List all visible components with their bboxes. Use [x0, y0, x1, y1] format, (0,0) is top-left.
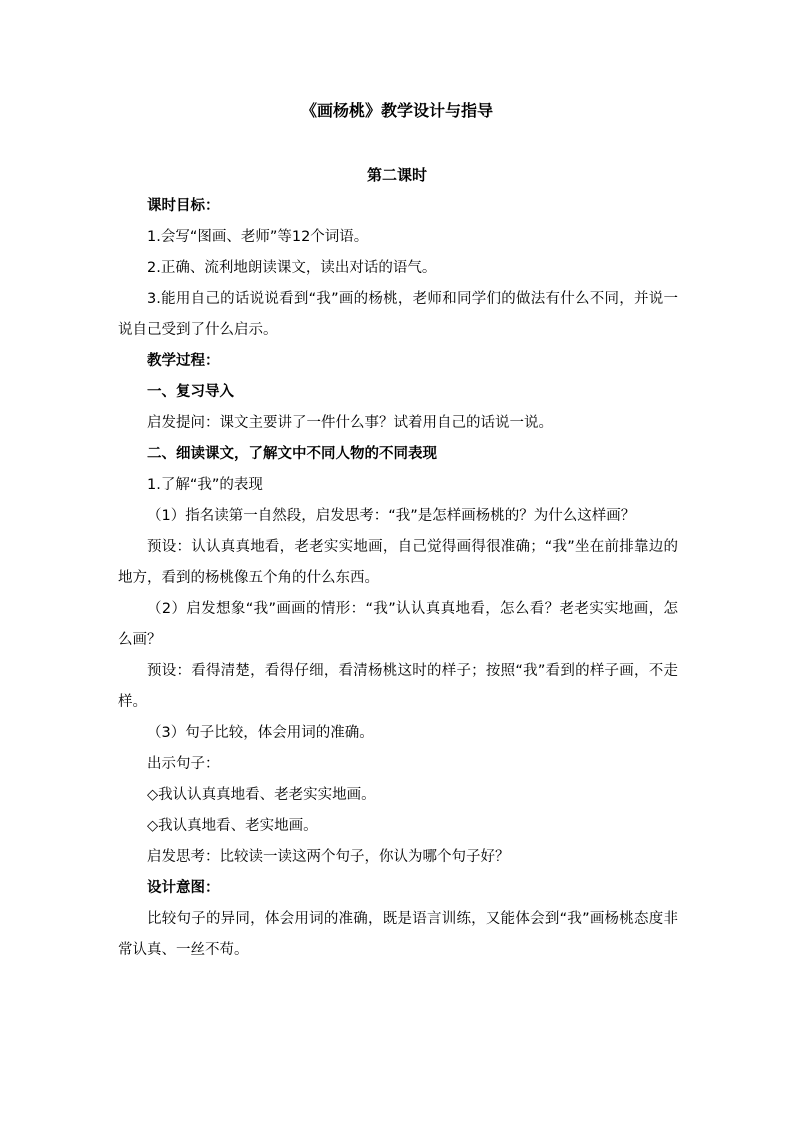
step-heading-review: 一、复习导入 [147, 384, 234, 400]
paragraph-show-sentences: 出示句子： [147, 756, 220, 772]
document-body [118, 191, 678, 966]
paragraph-step-2: （2）启发想象“我”画画的情形：“我”认认真真地看，怎么看？老老实实地画，怎么画？ [118, 601, 678, 648]
paragraph-design-intent: 比较句子的异同，体会用词的准确，既是语言训练，又能体会到“我”画杨桃态度非常认真、一丝不苟。 [118, 911, 678, 958]
section-heading-process: 教学过程： [147, 353, 220, 369]
lesson-period-heading: 第二课时 [366, 166, 427, 184]
paragraph-compare-question: 启发思考：比较读一读这两个句子，你认为哪个句子好？ [147, 849, 510, 865]
sentence-example-2: ◇我认真地看、老实地画。 [147, 818, 318, 834]
step-heading-close-reading: 二、细读课文，了解文中不同人物的不同表现 [147, 446, 437, 462]
document-title: 《画杨桃》教学设计与指导 [300, 101, 493, 120]
paragraph-preset-2: 预设：看得清楚，看得仔细，看清杨桃这时的样子；按照“我”看到的样子画，不走样。 [118, 663, 678, 710]
paragraph-review-question: 启发提问：课文主要讲了一件什么事？试着用自己的话说一说。 [147, 415, 553, 431]
objective-item-1: 1.会写“图画、老师”等12个词语。 [147, 229, 369, 245]
sub-heading-understand-me: 1.了解“我”的表现 [147, 477, 263, 493]
objective-item-3: 3.能用自己的话说说看到“我”画的杨桃，老师和同学们的做法有什么不同，并说一说自己受到了什么启示。 [118, 291, 678, 338]
sentence-example-1: ◇我认认真真地看、老老实实地画。 [147, 787, 376, 803]
objective-item-2: 2.正确、流利地朗读课文，读出对话的语气。 [147, 260, 437, 276]
paragraph-step-3: （3）句子比较，体会用词的准确。 [147, 725, 374, 741]
section-heading-objectives: 课时目标： [147, 198, 220, 214]
paragraph-preset-1: 预设：认认真真地看，老老实实地画，自己觉得画得很准确；“我”坐在前排靠边的地方，看到的杨桃像五个角的什么东西。 [118, 539, 678, 586]
paragraph-step-1: （1）指名读第一自然段，启发思考：“我”是怎样画杨桃的？为什么这样画？ [147, 508, 636, 524]
section-heading-design-intent: 设计意图： [147, 880, 220, 896]
